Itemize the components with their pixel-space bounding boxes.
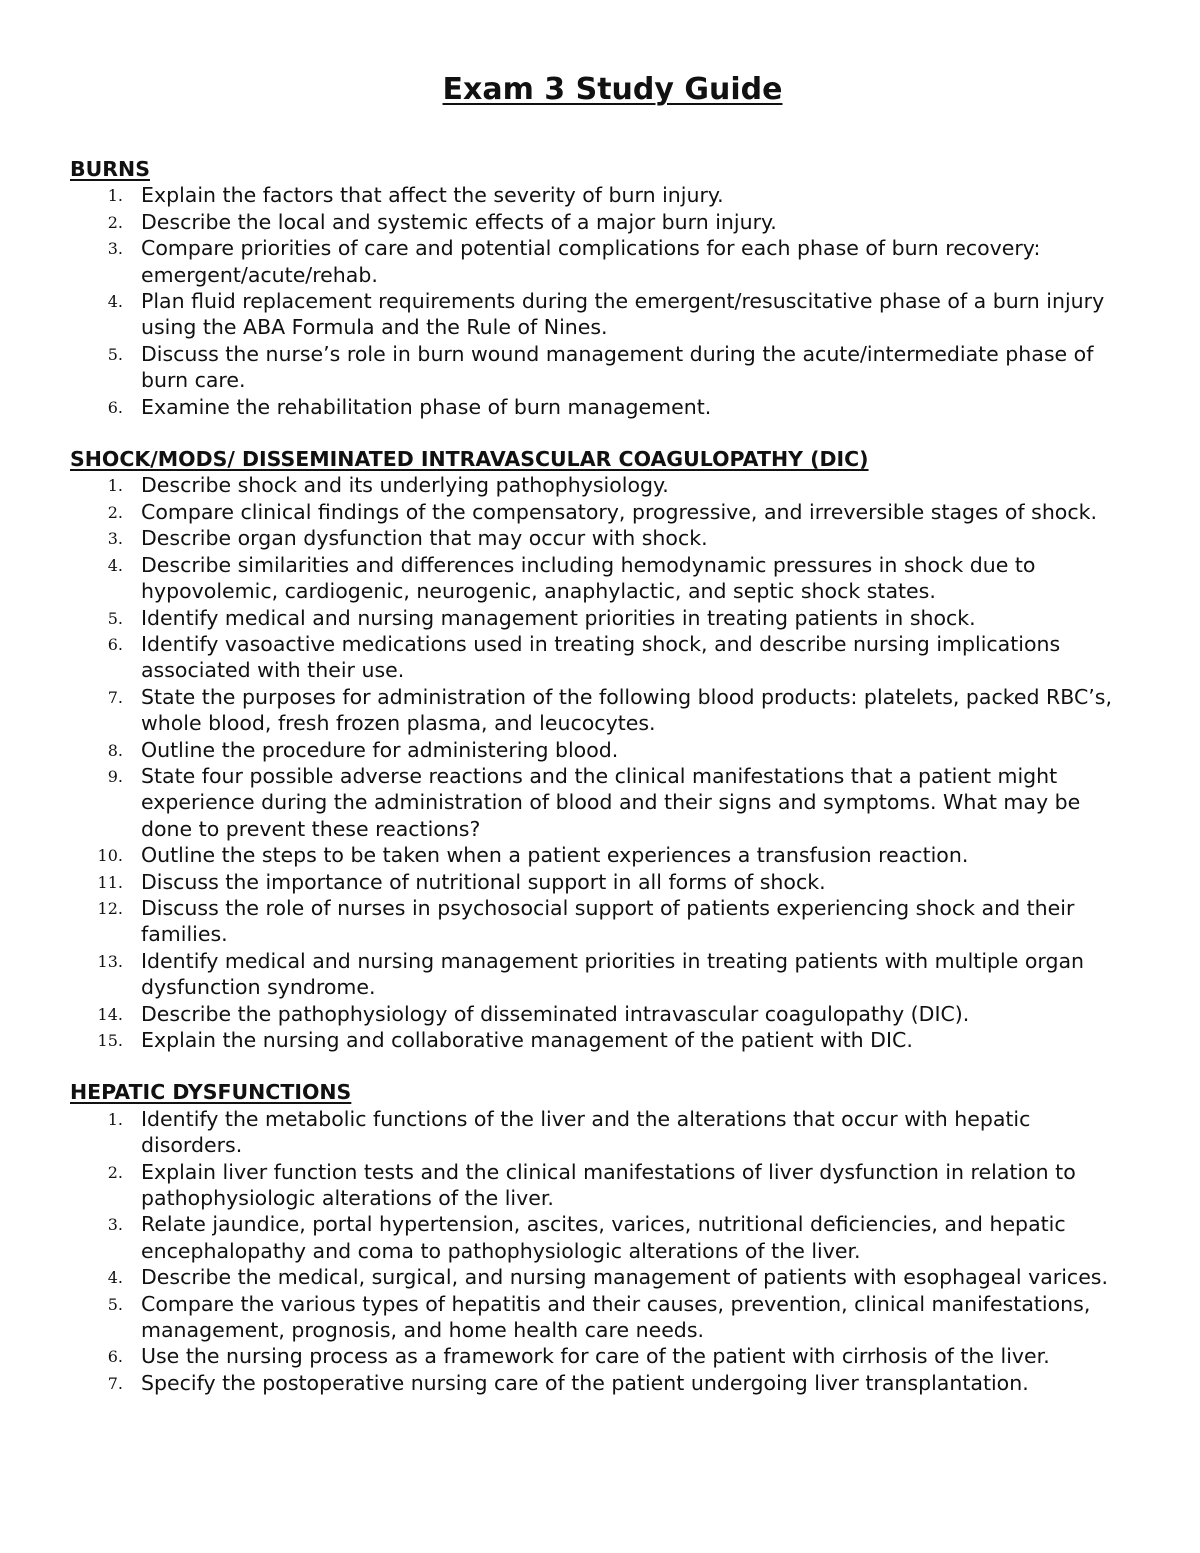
objective-list [70, 472, 1135, 1053]
list-item-text: Explain the nursing and collaborative management of the patient with DIC. [141, 1028, 913, 1052]
list-item [70, 763, 1135, 842]
objective-list [70, 182, 1135, 420]
list-item-text: Outline the procedure for administering blood. [141, 737, 619, 762]
list-item-number: 14. [97, 1004, 123, 1024]
list-item-text: Describe the medical, surgical, and nursing management of patients with esophageal varices. [141, 1265, 1109, 1290]
list-item-number: 7. [107, 687, 123, 707]
list-item-number: 4. [107, 1268, 123, 1288]
list-item [70, 1264, 1135, 1290]
list-item [70, 1370, 1135, 1396]
document-title: Exam 3 Study Guide [442, 72, 783, 107]
list-item-text: Compare clinical findings of the compensatory, progressive, and irreversible stages of shock. [141, 499, 1098, 524]
list-item-text: Relate jaundice, portal hypertension, ascites, varices, nutritional deficiencies, and hepatic encephalopathy and coma to pathophysiologic alterations of the liver. [141, 1212, 1066, 1263]
document-page [70, 70, 1135, 1396]
list-item [70, 948, 1135, 1001]
list-item [70, 525, 1135, 551]
list-item-number: 6. [107, 634, 123, 654]
objective-list [70, 1106, 1135, 1396]
list-item-text: Identify vasoactive medications used in treating shock, and describe nursing implications associated with their use. [141, 631, 1061, 683]
list-item [70, 472, 1135, 498]
list-item [70, 842, 1135, 868]
list-item [70, 1106, 1135, 1159]
list-item-number: 1. [107, 1109, 123, 1129]
list-item-text: State the purposes for administration of the following blood products: platelets, packed RBC’s, whole blood, fresh frozen plasma, and leucocytes. [141, 684, 1113, 736]
list-item-text: State four possible adverse reactions and the clinical manifestations that a patient might experience during the administration of blood and their signs and symptoms. What may be done to prevent these reactions? [141, 763, 1081, 841]
list-item [70, 235, 1135, 288]
list-item [70, 631, 1135, 684]
list-item-text: Identify medical and nursing management priorities in treating patients in shock. [141, 605, 976, 630]
list-item-number: 9. [107, 766, 123, 786]
sections-container [70, 156, 1135, 1396]
list-item-text: Describe the local and systemic effects of a major burn injury. [141, 209, 777, 234]
list-item-number: 2. [107, 1162, 123, 1182]
list-item [70, 1343, 1135, 1369]
list-item-text: Discuss the importance of nutritional support in all forms of shock. [141, 869, 826, 894]
list-item [70, 288, 1135, 341]
list-item [70, 1001, 1135, 1027]
list-item-number: 7. [107, 1373, 123, 1393]
list-item [70, 1159, 1135, 1212]
section-heading: SHOCK/MODS/ DISSEMINATED INTRAVASCULAR COAGULOPATHY (DIC) [70, 447, 869, 472]
list-item-number: 1. [107, 476, 123, 496]
list-item-text: Explain liver function tests and the clinical manifestations of liver dysfunction in relation to pathophysiologic alterations of the liver. [141, 1159, 1076, 1211]
list-item [70, 895, 1135, 948]
list-item-text: Compare priorities of care and potential complications for each phase of burn recovery: emergent/acute/rehab. [141, 236, 1041, 287]
list-item-text: Outline the steps to be taken when a patient experiences a transfusion reaction. [141, 843, 969, 868]
list-item-number: 4. [107, 292, 123, 312]
list-item-number: 5. [107, 1294, 123, 1314]
list-item-text: Discuss the nurse’s role in burn wound management during the acute/intermediate phase of burn care. [141, 341, 1094, 393]
list-item-number: 6. [107, 1347, 123, 1367]
list-item-number: 5. [107, 344, 123, 364]
list-item [70, 737, 1135, 763]
list-item-number: 3. [107, 239, 123, 259]
list-item-text: Describe the pathophysiology of disseminated intravascular coagulopathy (DIC). [141, 1001, 970, 1026]
list-item-number: 2. [107, 212, 123, 232]
list-item-text: Specify the postoperative nursing care of the patient undergoing liver transplantation. [141, 1370, 1029, 1395]
list-item [70, 684, 1135, 737]
list-item-text: Identify the metabolic functions of the liver and the alterations that occur with hepatic disorders. [141, 1106, 1031, 1158]
list-item-number: 3. [107, 1215, 123, 1235]
list-item-text: Examine the rehabilitation phase of burn management. [141, 394, 712, 419]
section-heading: HEPATIC DYSFUNCTIONS [70, 1080, 352, 1105]
list-item-text: Use the nursing process as a framework for care of the patient with cirrhosis of the liver. [141, 1344, 1050, 1369]
section-heading: BURNS [70, 157, 150, 181]
list-item-text: Describe organ dysfunction that may occur with shock. [141, 526, 708, 551]
list-item [70, 552, 1135, 605]
list-item-text: Describe shock and its underlying pathophysiology. [141, 473, 669, 498]
list-item-number: 6. [107, 397, 123, 417]
list-item-number: 15. [97, 1031, 123, 1050]
list-item-text: Describe similarities and differences including hemodynamic pressures in shock due to hypovolemic, cardiogenic, neurogenic, anaphylactic, and septic shock states. [141, 552, 1036, 604]
list-item-number: 4. [107, 555, 123, 575]
list-item-number: 3. [107, 529, 123, 549]
list-item [70, 869, 1135, 895]
section-hepatic-dysfunctions [70, 1079, 1135, 1396]
list-item-text: Explain the factors that affect the severity of burn injury. [141, 183, 724, 208]
list-item-number: 5. [107, 608, 123, 628]
section-burns [70, 156, 1135, 420]
list-item [70, 605, 1135, 631]
list-item [70, 1211, 1135, 1264]
list-item-text: Plan fluid replacement requirements during the emergent/resuscitative phase of a burn injury using the ABA Formula and the Rule of Nines. [141, 289, 1105, 340]
list-item [70, 394, 1135, 420]
list-item-number: 13. [97, 951, 123, 971]
list-item-number: 2. [107, 502, 123, 522]
list-item [70, 1291, 1135, 1344]
list-item [70, 341, 1135, 394]
list-item-text: Identify medical and nursing management priorities in treating patients with multiple organ dysfunction syndrome. [141, 948, 1085, 1000]
list-item-number: 12. [97, 898, 123, 918]
section-shock-mods-dic [70, 446, 1135, 1053]
list-item [70, 209, 1135, 235]
list-item-number: 8. [107, 740, 123, 760]
list-item [70, 499, 1135, 525]
list-item-text: Compare the various types of hepatitis and their causes, prevention, clinical manifestations, management, prognosis, and home health care needs. [141, 1291, 1091, 1343]
list-item [70, 182, 1135, 208]
list-item-number: 1. [107, 186, 123, 206]
list-item-number: 10. [97, 846, 123, 866]
list-item-text: Discuss the role of nurses in psychosocial support of patients experiencing shock and their families. [141, 895, 1075, 947]
list-item-number: 11. [97, 872, 123, 892]
list-item [70, 1027, 1135, 1053]
